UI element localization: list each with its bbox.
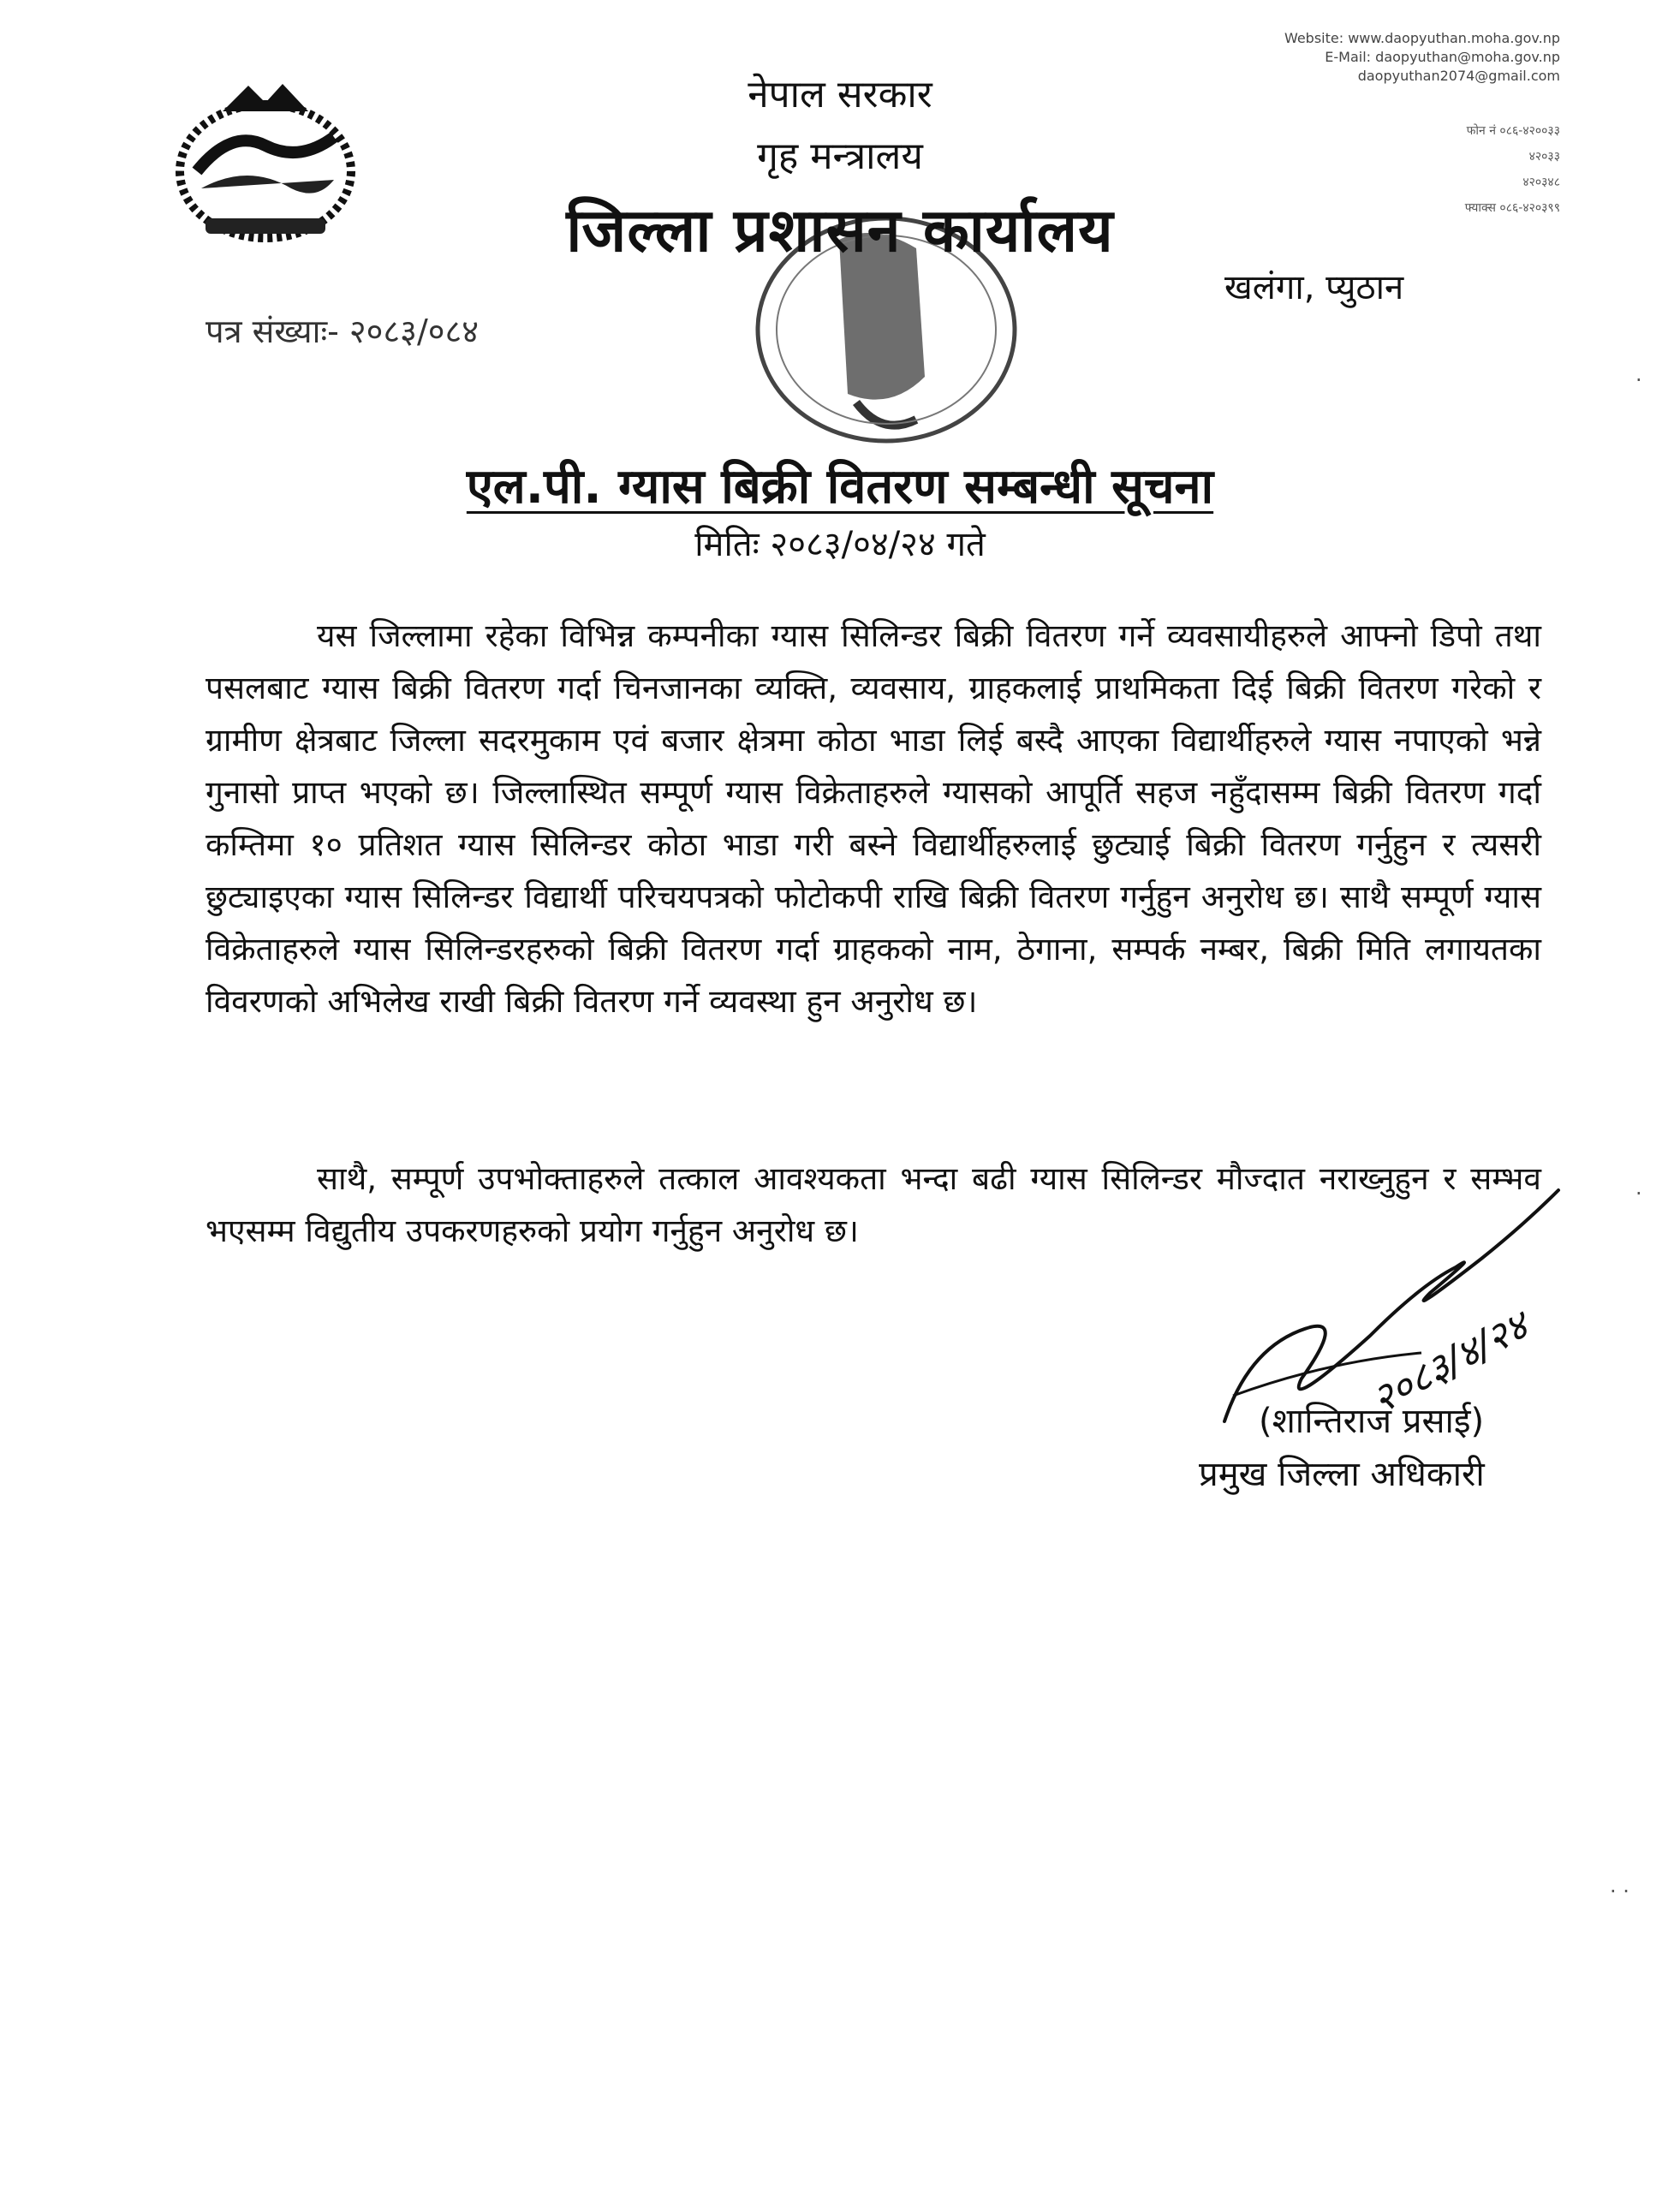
phone-text-2: ४२०३३: [1528, 150, 1560, 164]
email-text-2: daopyuthan2074@gmail.com: [1357, 68, 1560, 84]
letter-number: पत्र संख्याः- २०८३/०८४: [206, 313, 480, 350]
notice-subject-text: एल.पी. ग्यास बिक्री वितरण सम्बन्धी सूचना: [466, 459, 1214, 515]
scan-mark-2: ·: [1635, 1182, 1642, 1206]
ministry-name: गृह मन्त्रालय: [757, 134, 923, 178]
notice-subject: [0, 452, 1680, 517]
scan-mark: ·: [1635, 368, 1642, 392]
fax-text: फ्याक्स ०८६-४२०३९९: [1464, 201, 1560, 215]
notice-paragraph-2: साथै, सम्पूर्ण उपभोक्ताहरुले तत्काल आवश्यकता भन्दा बढी ग्यास सिलिन्डर मौज्दात नराख्नुहुन र सम्भव भएसम्म विद्युतीय उपकरणहरुको प्रयोग गर्नुहुन अनुरोध छ।: [206, 1160, 1541, 1249]
signatory-name: (शान्तिराज प्रसाई): [1259, 1402, 1485, 1441]
notice-paragraph: यस जिल्लामा रहेका विभिन्न कम्पनीका ग्यास सिलिन्डर बिक्री वितरण गर्ने व्यवसायीहरुले आफ्नो डिपो तथा पसलबाट ग्यास बिक्री वितरण गर्दा चिनजानका व्यक्ति, व्यवसाय, ग्राहकलाई प्राथमिकता दिई बिक्री वितरण गरेको र ग्रामीण क्षेत्रबाट जिल्ला सदरमुकाम एवं बजार क्षेत्रमा कोठा भाडा लिई बस्दै आएका विद्यार्थीहरुले ग्यास नपाएको भन्ने गुनासो प्राप्त भएको छ। जिल्लास्थित सम्पूर्ण ग्यास विक्रेताहरुले ग्यासको आपूर्ति सहज नहुँदासम्म बिक्री वितरण गर्दा कम्तिमा १० प्रतिशत ग्यास सिलिन्डर कोठा भाडा गरी बस्ने विद्यार्थीहरुलाई छुट्याई बिक्री वितरण गर्नुहुन र त्यसरी छुट्याइएका ग्यास सिलिन्डर विद्यार्थी परिचयपत्रको फोटोकपी राखि बिक्री वितरण गर्नुहुन अनुरोध छ। साथै सम्पूर्ण ग्यास विक्रेताहरुले ग्यास सिलिन्डरहरुको बिक्री वितरण गर्दा ग्राहकको नाम, ठेगाना, सम्पर्क नम्बर, बिक्री मिति लगायतका विवरणको अभिलेख राखी बिक्री वितरण गर्ने व्यवस्था हुन अनुरोध छ।: [206, 617, 1541, 1020]
email-text: E-Mail: daopyuthan@moha.gov.np: [1325, 49, 1560, 65]
signatory-title: प्रमुख जिल्ला अधिकारी: [1199, 1455, 1485, 1494]
government-name: नेपाल सरकार: [748, 73, 932, 116]
office-name: जिल्ला प्रशासन कार्यालय: [566, 195, 1114, 265]
notice-date: मितिः २०८३/०४/२४ गते: [694, 525, 986, 564]
phone-text: फोन नं ०८६-४२००३३: [1466, 124, 1560, 138]
handwritten-date: २०८३/४/२४: [1363, 1302, 1536, 1423]
phone-text-3: ४२०३४८: [1522, 176, 1560, 189]
scan-mark-3: · ·: [1610, 1879, 1629, 1903]
office-location: खलंगा, प्युठान: [1224, 268, 1404, 307]
website-text: Website: www.daopyuthan.moha.gov.np: [1284, 30, 1560, 46]
